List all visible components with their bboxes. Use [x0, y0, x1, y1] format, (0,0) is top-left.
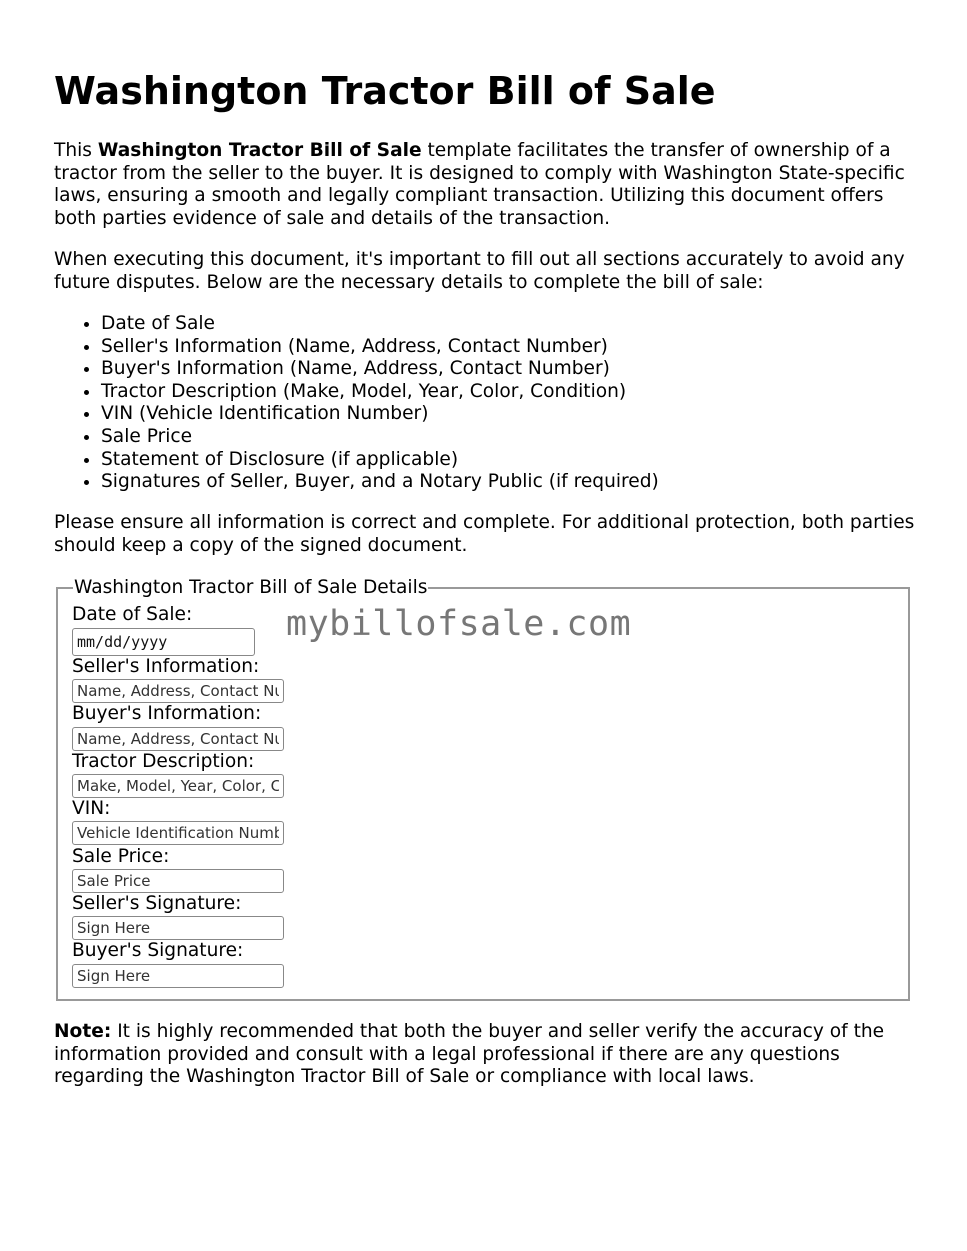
vin-label: VIN:: [72, 798, 111, 819]
intro-suffix: template facilitates the transfer of ownership of a tractor from the seller to the buyer. It is designed to comply with Washington State-specific laws, ensuring a smooth and legally compliant transaction. Utilizing this document offers both parties evidence of sale and details of the transaction.: [54, 140, 905, 229]
watermark: mybillofsale.com: [286, 604, 632, 644]
page-title: Washington Tractor Bill of Sale: [54, 69, 716, 113]
buyer-signature-label: Buyer's Signature:: [72, 940, 244, 961]
buyer-info-label: Buyer's Information:: [72, 703, 262, 724]
ensure-paragraph: Please ensure all information is correct and complete. For additional protection, both parties should keep a copy of the signed document.: [54, 512, 915, 556]
seller-signature-input[interactable]: [72, 916, 284, 940]
seller-info-label: Seller's Information:: [72, 656, 260, 677]
sale-price-label: Sale Price:: [72, 846, 170, 867]
note-paragraph: [54, 1021, 916, 1089]
list-item: • VIN (Vehicle Identification Number): [101, 403, 659, 426]
form-legend: Washington Tractor Bill of Sale Details: [74, 577, 428, 598]
list-item: • Tractor Description (Make, Model, Year, Color, Condition): [101, 381, 659, 404]
note-text: It is highly recommended that both the buyer and seller verify the accuracy of the information provided and consult with a legal professional if there are any questions regarding the Washington Tractor Bill of Sale or compliance with local laws.: [54, 1021, 885, 1087]
seller-info-input[interactable]: [72, 679, 284, 703]
sale-price-input[interactable]: [72, 869, 284, 893]
buyer-signature-input[interactable]: [72, 964, 284, 988]
seller-signature-label: Seller's Signature:: [72, 893, 242, 914]
list-item: • Buyer's Information (Name, Address, Contact Number): [101, 358, 659, 381]
list-item: • Seller's Information (Name, Address, Contact Number): [101, 336, 659, 359]
list-item: • Signatures of Seller, Buyer, and a Notary Public (if required): [101, 471, 659, 494]
list-item: • Sale Price: [101, 426, 659, 449]
intro-bold-title: Washington Tractor Bill of Sale: [97, 140, 422, 161]
tractor-description-label: Tractor Description:: [72, 751, 255, 772]
intro-paragraph: [54, 140, 916, 230]
date-of-sale-label: Date of Sale:: [72, 604, 193, 625]
intro-prefix: This: [54, 140, 98, 161]
vin-input[interactable]: [72, 821, 284, 845]
instructions-paragraph: When executing this document, it's important to fill out all sections accurately to avoid any future disputes. Below are the necessary details to complete the bill of sale:: [54, 249, 905, 293]
list-item: • Statement of Disclosure (if applicable): [101, 449, 659, 472]
note-label: Note:: [54, 1021, 112, 1042]
list-item: • Date of Sale: [101, 313, 659, 336]
requirements-list: [54, 313, 659, 494]
date-of-sale-input[interactable]: [72, 628, 255, 656]
buyer-info-input[interactable]: [72, 727, 284, 751]
tractor-description-input[interactable]: [72, 774, 284, 798]
